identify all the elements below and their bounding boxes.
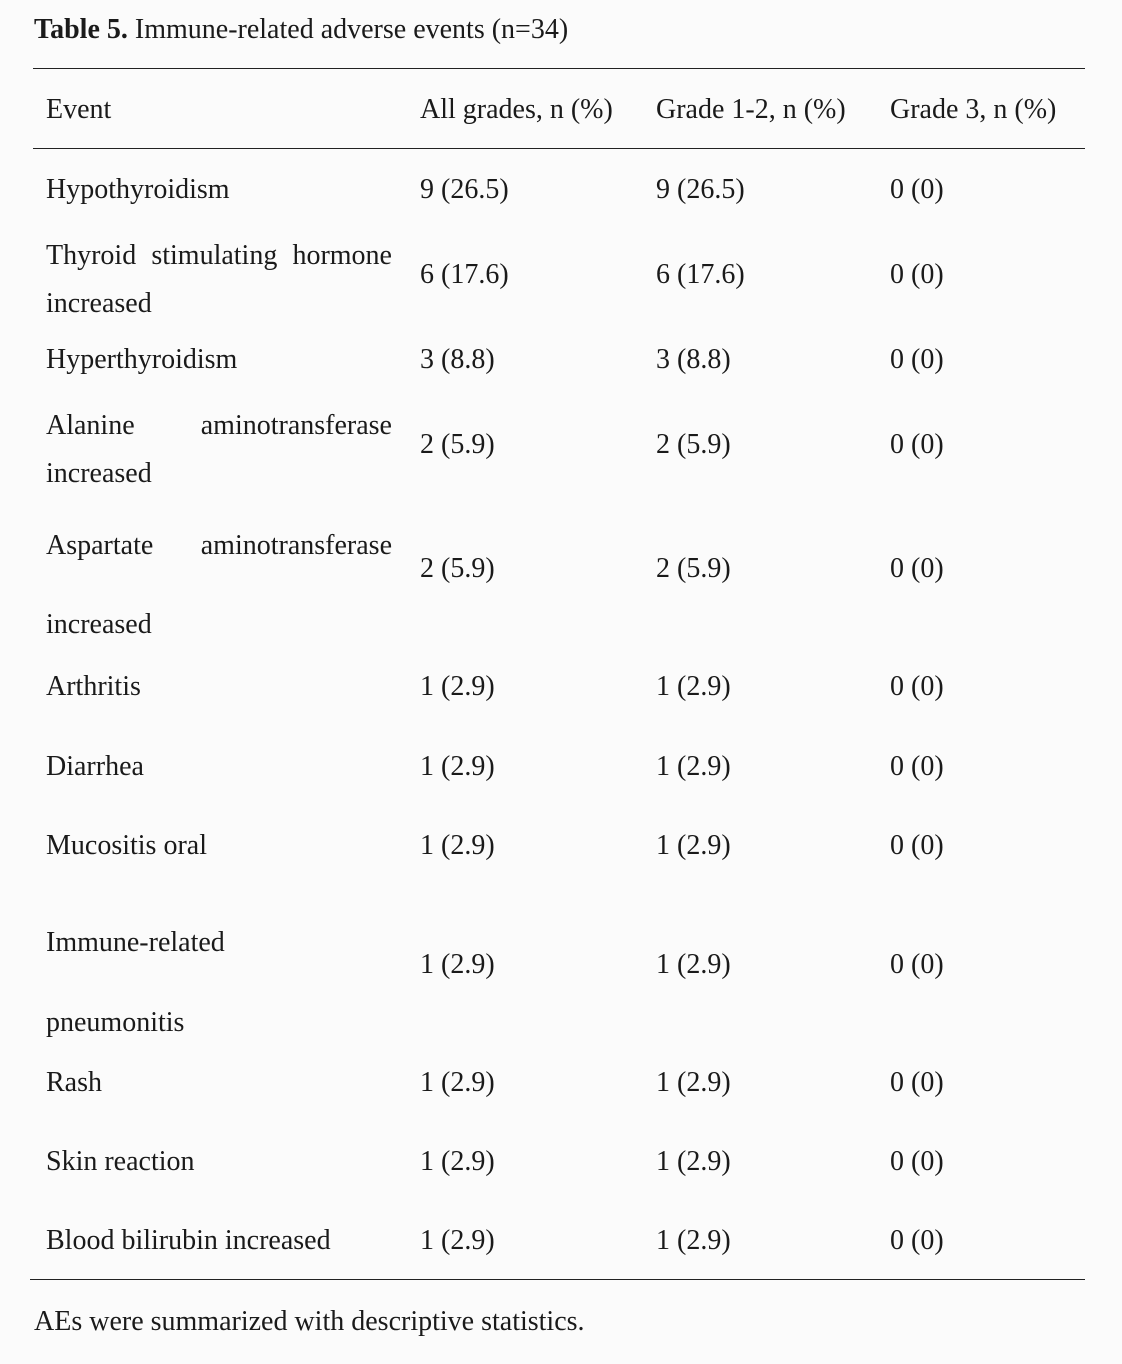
all-grades-cell: 1 (2.9) [420, 671, 495, 702]
event-cell: Blood bilirubin increased [46, 1225, 331, 1256]
grade-3-cell: 0 (0) [890, 553, 944, 584]
grade-1-2-cell: 1 (2.9) [656, 830, 731, 861]
grade-3-cell: 0 (0) [890, 1225, 944, 1256]
grade-1-2-cell: 1 (2.9) [656, 1146, 731, 1177]
grade-3-cell: 0 (0) [890, 259, 944, 290]
header-grade-1-2: Grade 1-2, n (%) [656, 94, 846, 125]
event-cell: Alanine aminotransferase increased [46, 410, 392, 489]
all-grades-cell: 2 (5.9) [420, 553, 495, 584]
grade-3-cell: 0 (0) [890, 1067, 944, 1098]
grade-3-cell: 0 (0) [890, 174, 944, 205]
top-rule [33, 68, 1085, 69]
event-cell: Immune-related pneumonitis [46, 927, 225, 1038]
grade-3-cell: 0 (0) [890, 830, 944, 861]
all-grades-cell: 1 (2.9) [420, 1067, 495, 1098]
grade-1-2-cell: 1 (2.9) [656, 1225, 731, 1256]
table-label: Table 5. [34, 14, 128, 45]
grade-3-cell: 0 (0) [890, 751, 944, 782]
grade-3-cell: 0 (0) [890, 429, 944, 460]
grade-1-2-cell: 1 (2.9) [656, 949, 731, 980]
grade-3-cell: 0 (0) [890, 949, 944, 980]
all-grades-cell: 1 (2.9) [420, 751, 495, 782]
header-grade-3: Grade 3, n (%) [890, 94, 1057, 125]
all-grades-cell: 6 (17.6) [420, 259, 509, 290]
table-footnote: AEs were summarized with descriptive statistics. [34, 1306, 585, 1337]
all-grades-cell: 2 (5.9) [420, 429, 495, 460]
all-grades-cell: 3 (8.8) [420, 344, 495, 375]
header-event: Event [46, 94, 112, 125]
event-cell: Thyroid stimulating hormone increased [46, 240, 392, 319]
all-grades-cell: 1 (2.9) [420, 1225, 495, 1256]
grade-3-cell: 0 (0) [890, 671, 944, 702]
grade-3-cell: 0 (0) [890, 1146, 944, 1177]
grade-1-2-cell: 1 (2.9) [656, 671, 731, 702]
header-all-grades: All grades, n (%) [420, 94, 613, 125]
grade-1-2-cell: 2 (5.9) [656, 429, 731, 460]
grade-1-2-cell: 9 (26.5) [656, 174, 745, 205]
event-cell: Diarrhea [46, 751, 144, 782]
all-grades-cell: 9 (26.5) [420, 174, 509, 205]
all-grades-cell: 1 (2.9) [420, 1146, 495, 1177]
all-grades-cell: 1 (2.9) [420, 949, 495, 980]
grade-1-2-cell: 6 (17.6) [656, 259, 745, 290]
bottom-rule [30, 1279, 1085, 1280]
grade-1-2-cell: 2 (5.9) [656, 553, 731, 584]
grade-1-2-cell: 3 (8.8) [656, 344, 731, 375]
grade-1-2-cell: 1 (2.9) [656, 1067, 731, 1098]
table-caption [34, 12, 568, 48]
event-cell: Hypothyroidism [46, 174, 230, 205]
event-cell: Aspartate aminotransferase increased [46, 530, 392, 640]
header-rule [33, 148, 1085, 149]
event-cell: Hyperthyroidism [46, 344, 238, 375]
event-cell: Rash [46, 1067, 102, 1098]
grade-3-cell: 0 (0) [890, 344, 944, 375]
table-title: Immune-related adverse events (n=34) [134, 14, 569, 45]
event-cell: Skin reaction [46, 1146, 195, 1177]
event-cell: Arthritis [46, 671, 141, 702]
all-grades-cell: 1 (2.9) [420, 830, 495, 861]
event-cell: Mucositis oral [46, 830, 207, 861]
grade-1-2-cell: 1 (2.9) [656, 751, 731, 782]
